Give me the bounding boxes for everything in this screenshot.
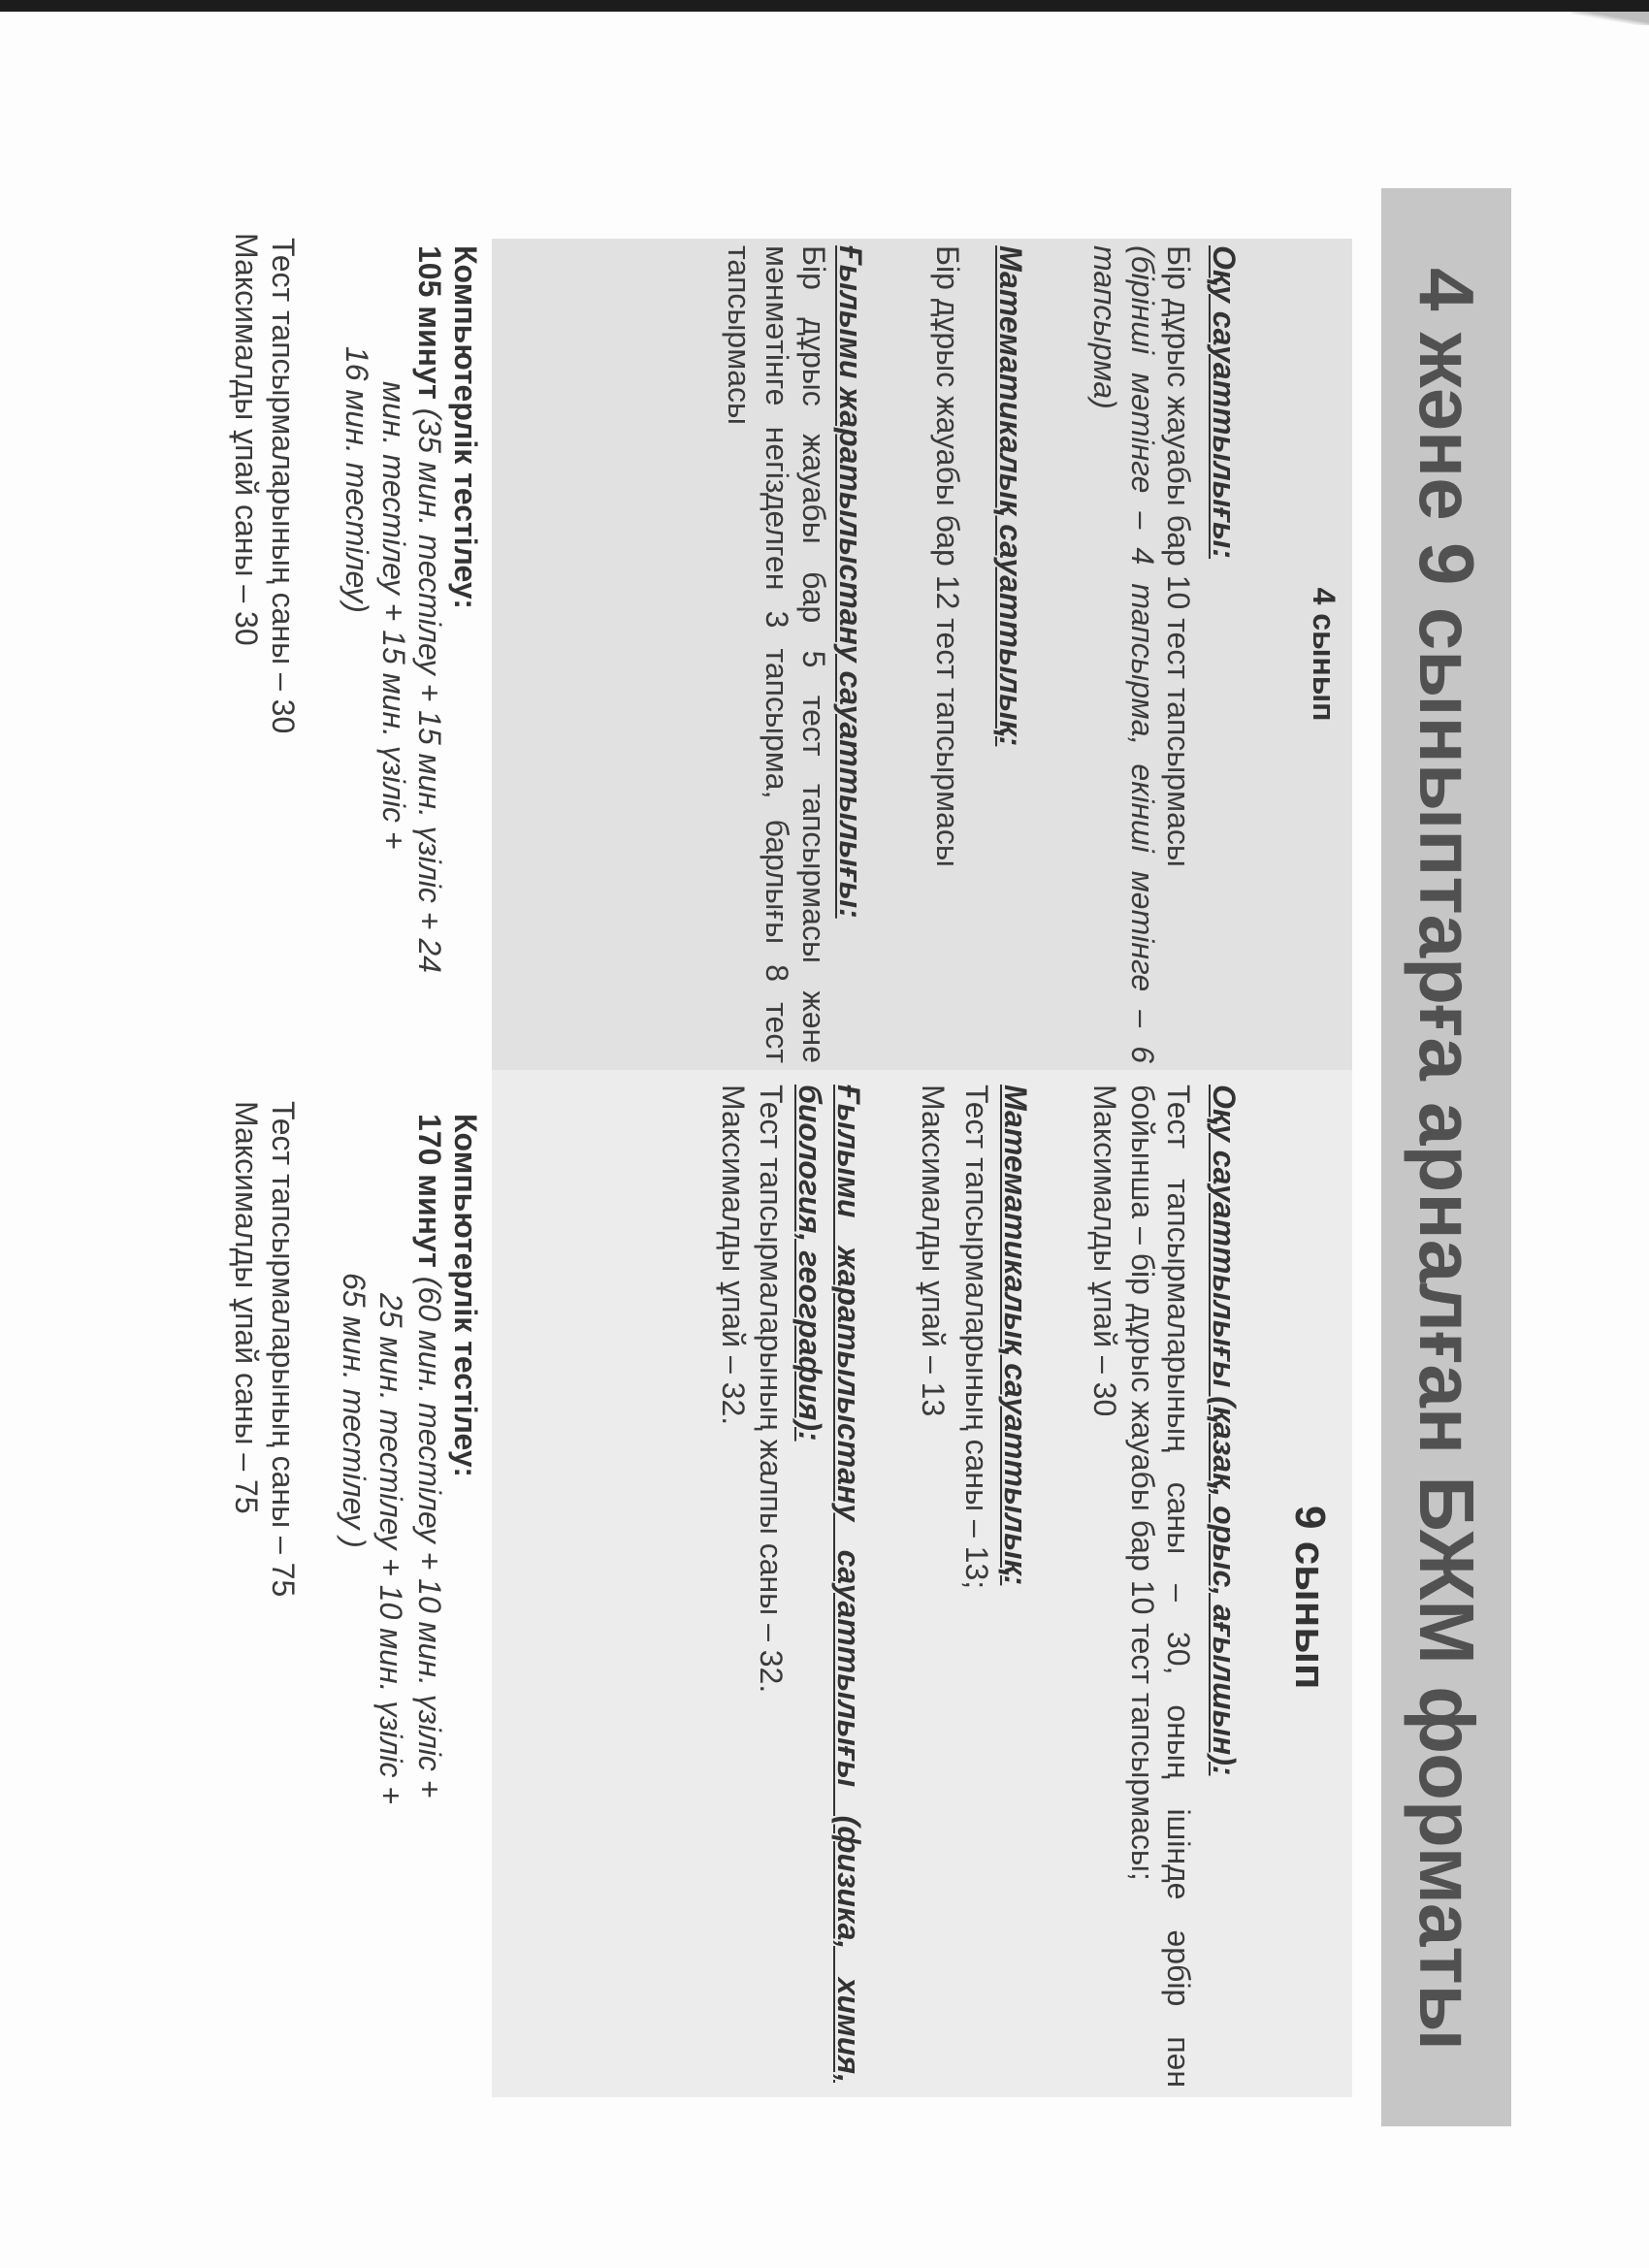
grade4-math-label: Математикалық сауаттылық: — [993, 245, 1028, 747]
grade4-heading: 4 сынып — [1307, 587, 1342, 722]
grade9-math-line: Тест тапсырмаларының саны – 13; — [959, 1085, 994, 1590]
grade4-science-line: Бір дұрыс жауабы бар 5 тест тапсырмасы және — [796, 245, 831, 1063]
grade9-computer-testing-label: Компьютерлік тестілеу: — [448, 1114, 483, 1477]
grade9-breakdown-line: 65 мин. тестілеу ) — [337, 1273, 372, 1548]
grade9-science-label: биология, география): — [792, 1085, 827, 1442]
grade9-duration: 170 минут — [412, 1114, 447, 1268]
grade4-science-line: тапсырмасы — [722, 245, 757, 426]
grade4-task-count: Тест тапсырмаларының саны – 30 — [266, 238, 301, 734]
title-band — [1381, 188, 1511, 2126]
grade4-duration-line — [411, 245, 448, 973]
grade9-breakdown-line: (60 мин. тестілеу + 10 мин. үзіліс + — [412, 1276, 447, 1798]
grade4-max-score: Максималды ұпай саны – 30 — [229, 233, 264, 646]
grade9-science-max-score: Максималды ұпай – 32. — [716, 1085, 751, 1426]
grade9-heading: 9 сынып — [1286, 1506, 1334, 1690]
grade9-reading-max-score: Максималды ұпай – 30 — [1087, 1085, 1122, 1417]
grade9-reading-label: Оқу сауаттылығы (қазақ, орыс, ағылшын): — [1207, 1085, 1242, 1776]
grade4-computer-testing-label: Компьютерлік тестілеу: — [448, 245, 483, 609]
grade4-breakdown-line: мин. тестілеу + 15 мин. үзіліс + — [376, 381, 411, 850]
grade4-reading-label: Оқу сауаттылығы: — [1207, 245, 1242, 560]
grade9-breakdown-line: 25 мин. тестілеу + 10 мин. үзіліс + — [373, 1293, 408, 1805]
grade9-science-label: Ғылыми жаратылыстану сауаттылығы (физика, химия, — [831, 1085, 866, 2083]
grade9-duration-line — [411, 1114, 448, 1798]
grade4-reading-note-line: (бірінші мәтінге – 4 тапсырма, екінші мәтінге – 6 — [1125, 245, 1160, 1063]
grade4-science-line: мәнмәтінге негізделген 3 тапсырма, барлығы 8 тест — [760, 245, 794, 1063]
grade4-math-line: Бір дұрыс жауабы бар 12 тест тапсырмасы — [930, 245, 965, 867]
grade9-max-score: Максималды ұпай саны – 75 — [229, 1101, 264, 1514]
grade4-duration: 105 минут — [412, 245, 447, 400]
grade4-reading-line: Бір дұрыс жауабы бар 10 тест тапсырмасы — [1161, 245, 1196, 867]
grade9-reading-line: бойынша – бір дұрыс жауабы бар 10 тест тапсырмасы; — [1125, 1085, 1160, 1881]
grade9-math-max-score: Максималды ұпай – 13 — [916, 1085, 951, 1417]
grade9-task-count: Тест тапсырмаларының саны – 75 — [266, 1101, 301, 1598]
grade9-math-label: Математикалық сауаттылық: — [998, 1085, 1033, 1586]
grade4-breakdown-line: (35 мин. тестілеу + 15 мин. үзіліс + 24 — [412, 407, 447, 973]
grade9-science-line: Тест тапсырмаларының жалпы саны – 32. — [754, 1085, 789, 1694]
grade4-breakdown-line: 16 мин. тестілеу) — [340, 346, 374, 613]
grade4-reading-note-line: тапсырма) — [1087, 245, 1122, 409]
page-title: 4 және 9 сыныптарға арналған БЖМ форматы — [1404, 268, 1490, 2051]
grade9-reading-line: Тест тапсырмаларының саны – 30, оның ішінде әрбір пән — [1161, 1085, 1196, 2088]
grade4-science-label: Ғылыми жаратылыстану сауаттылығы: — [833, 245, 868, 919]
